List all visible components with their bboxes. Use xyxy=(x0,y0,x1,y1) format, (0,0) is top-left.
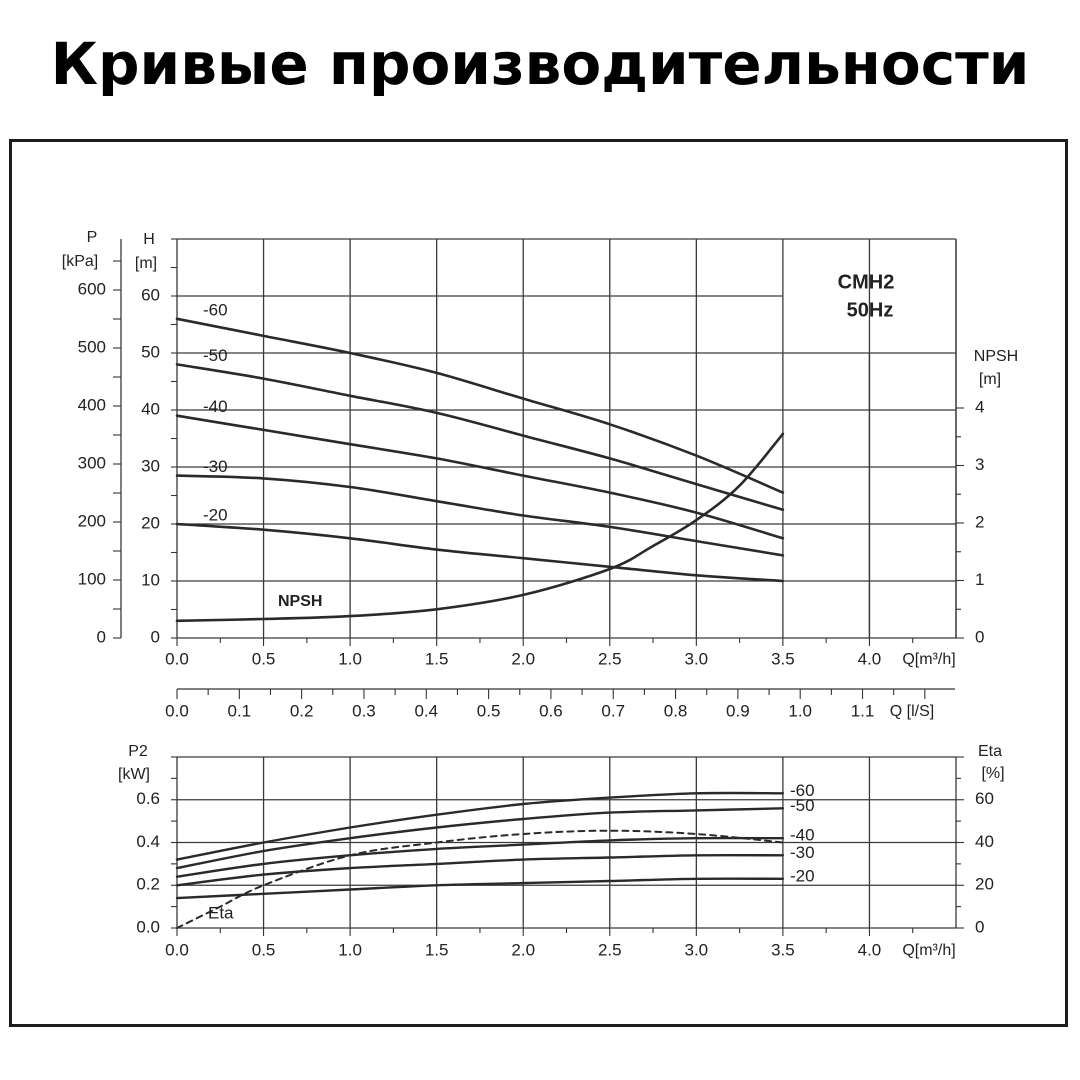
x-tick-label: 0.0 xyxy=(165,940,189,960)
npsh-tick-label: 2 xyxy=(975,512,985,532)
x-tick-label: 3.5 xyxy=(771,649,795,669)
x-tick-label: 3.0 xyxy=(684,940,709,960)
series-line xyxy=(177,476,783,556)
qls-tick-label: 0.9 xyxy=(726,701,750,721)
eta-axis-unit: [%] xyxy=(981,765,1005,783)
chart-frame xyxy=(9,139,1068,1027)
series-label: -60 xyxy=(203,300,228,320)
qls-tick-label: 0.3 xyxy=(352,701,376,721)
p2-axis-unit: [kW] xyxy=(118,766,150,784)
qls-tick-label: 1.0 xyxy=(788,701,813,721)
x-tick-label: 2.5 xyxy=(597,940,622,960)
x-tick-label: 0.5 xyxy=(251,940,276,960)
h-axis-label: H xyxy=(143,231,155,249)
x-tick-label: 3.0 xyxy=(684,649,709,669)
qls-tick-label: 0.7 xyxy=(601,701,626,721)
page-title: Кривые производительности xyxy=(50,30,1030,98)
p2-series-label: -50 xyxy=(790,795,815,815)
qls-axis-label: Q [l/S] xyxy=(889,703,935,721)
p-tick-label: 400 xyxy=(77,395,106,415)
x-axis-label: Q[m³/h] xyxy=(902,942,956,960)
p2-series-label: -60 xyxy=(790,780,815,800)
x-tick-label: 4.0 xyxy=(857,649,882,669)
series-label: -20 xyxy=(203,505,228,525)
qls-tick-label: 0.5 xyxy=(476,701,501,721)
x-axis-label: Q[m³/h] xyxy=(902,651,956,669)
p2-series-line xyxy=(177,855,783,885)
p-axis-unit: [kPa] xyxy=(61,253,99,271)
p-tick-label: 0 xyxy=(96,627,106,647)
qls-tick-label: 1.1 xyxy=(850,701,875,721)
series-line xyxy=(177,524,783,581)
x-tick-label: 0.5 xyxy=(251,649,276,669)
eta-axis-label: Eta xyxy=(977,743,1003,761)
eta-tick-label: 0 xyxy=(975,917,985,937)
x-tick-label: 2.0 xyxy=(511,940,536,960)
p-tick-label: 500 xyxy=(77,337,106,357)
p2-tick-label: 0.4 xyxy=(136,831,160,851)
npsh-tick-label: 4 xyxy=(975,397,985,417)
series-label: -30 xyxy=(203,457,228,477)
series-label: -40 xyxy=(203,397,228,417)
p2-series-line xyxy=(177,879,783,898)
npsh-tick-label: 0 xyxy=(975,627,985,647)
x-tick-label: 2.0 xyxy=(511,649,536,669)
npsh-line xyxy=(177,434,783,621)
qls-tick-label: 0.4 xyxy=(414,701,439,721)
eta-tick-label: 40 xyxy=(975,831,994,851)
npsh-axis-unit: [m] xyxy=(978,371,1002,389)
qls-tick-label: 0.1 xyxy=(227,701,252,721)
h-tick-label: 50 xyxy=(141,342,160,362)
qls-tick-label: 0.6 xyxy=(539,701,563,721)
p2-tick-label: 0.6 xyxy=(136,789,160,809)
npsh-axis-label: NPSH xyxy=(973,348,1019,366)
x-tick-label: 1.5 xyxy=(424,940,449,960)
p-tick-label: 100 xyxy=(77,569,106,589)
qls-tick-label: 0.0 xyxy=(165,701,189,721)
x-tick-label: 3.5 xyxy=(771,940,795,960)
series-label: -50 xyxy=(203,345,228,365)
p2-series-label: -40 xyxy=(790,825,815,845)
frequency-label: 50Hz xyxy=(846,299,894,322)
npsh-tick-label: 3 xyxy=(975,454,985,474)
h-tick-label: 10 xyxy=(141,570,160,590)
qls-tick-label: 0.2 xyxy=(289,701,314,721)
p2-series-label: -20 xyxy=(790,866,815,886)
p2-axis-label: P2 xyxy=(128,743,148,761)
p-tick-label: 300 xyxy=(77,453,106,473)
npsh-tick-label: 1 xyxy=(975,569,985,589)
h-tick-label: 0 xyxy=(150,627,160,647)
qls-tick-label: 0.8 xyxy=(663,701,688,721)
p2-tick-label: 0.0 xyxy=(136,917,160,937)
x-tick-label: 4.0 xyxy=(857,940,882,960)
h-tick-label: 40 xyxy=(141,399,160,419)
performance-curves-chart xyxy=(12,142,1065,1024)
x-tick-label: 1.0 xyxy=(338,649,362,669)
x-tick-label: 1.5 xyxy=(424,649,449,669)
h-tick-label: 60 xyxy=(141,285,160,305)
eta-tick-label: 60 xyxy=(975,789,994,809)
x-tick-label: 2.5 xyxy=(597,649,622,669)
h-tick-label: 20 xyxy=(141,513,160,533)
npsh-label: NPSH xyxy=(278,593,323,611)
p-axis-label: P xyxy=(86,229,98,247)
p-tick-label: 200 xyxy=(77,511,106,531)
p2-tick-label: 0.2 xyxy=(136,874,160,894)
h-axis-unit: [m] xyxy=(134,255,158,273)
series-line xyxy=(177,416,783,539)
x-tick-label: 0.0 xyxy=(165,649,189,669)
h-tick-label: 30 xyxy=(141,456,160,476)
x-tick-label: 1.0 xyxy=(338,940,362,960)
model-label: CMH2 xyxy=(837,271,895,294)
p-tick-label: 600 xyxy=(77,279,106,299)
p2-series-line xyxy=(177,838,783,877)
p2-series-label: -30 xyxy=(790,842,815,862)
eta-label: Eta xyxy=(208,903,234,923)
eta-tick-label: 20 xyxy=(975,874,994,894)
